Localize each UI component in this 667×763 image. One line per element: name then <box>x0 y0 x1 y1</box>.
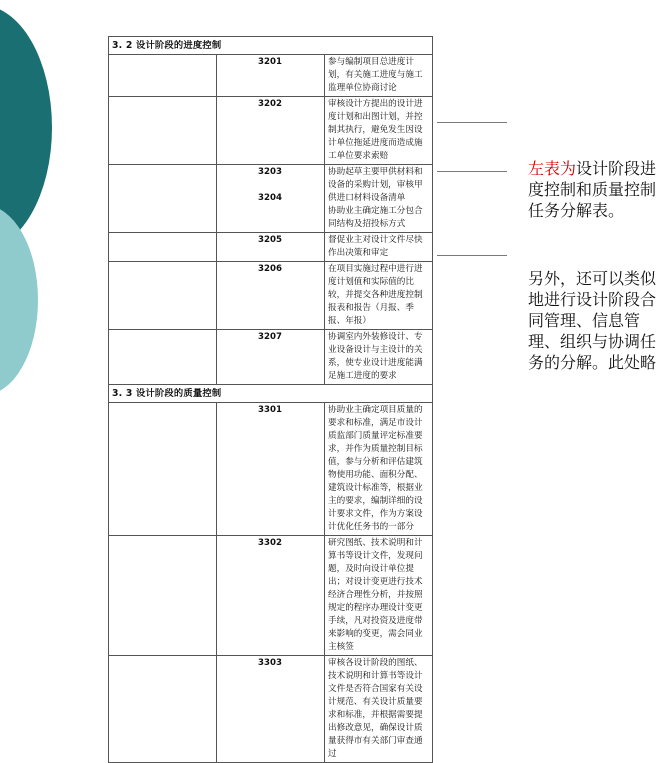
task-description: 督促业主对设计文件尽快作出决策和审定 <box>325 233 433 262</box>
task-code: 3204 <box>258 193 282 203</box>
task-code: 3205 <box>258 235 282 245</box>
task-description: 在项目实施过程中进行进度计划值和实际值的比较，并提交各种进度控制报表和报告（月报、季报、年报） <box>325 262 433 330</box>
task-code: 3203 <box>258 167 282 177</box>
decorative-circle-dark <box>0 5 52 250</box>
task-code-cell <box>217 330 325 385</box>
table-row <box>109 262 433 330</box>
task-code: 3202 <box>258 99 282 109</box>
table-row <box>109 656 433 763</box>
task-description: 审核各设计阶段的图纸、技术说明和计算书等设计文件是否符合国家有关设计规范、有关设计质量要求和标准，并根据需要提出修改意见，确保设计质量获得市有关部门审查通过 <box>325 656 433 763</box>
rule-line <box>437 122 507 123</box>
task-code-cell <box>217 262 325 330</box>
task-code: 3206 <box>258 264 282 274</box>
table-row <box>109 55 433 97</box>
task-code-cell <box>217 165 325 233</box>
table-row <box>109 403 433 536</box>
blank-cell <box>109 165 217 233</box>
blank-cell <box>109 262 217 330</box>
task-code-cell <box>217 97 325 165</box>
table-row <box>109 165 433 233</box>
task-code: 3301 <box>258 405 282 415</box>
task-code: 3207 <box>258 332 282 342</box>
rule-line <box>437 255 507 256</box>
task-code-cell <box>217 536 325 656</box>
rule-line <box>437 171 507 172</box>
task-description: 研究图纸、技术说明和计算书等设计文件，发现问题，及时向设计单位提出；对设计变更进行技术经济合理性分析，并按照规定的程序办理设计变更手续，凡对投资及进度带来影响的变更，需会同业主核签 <box>325 536 433 656</box>
task-description: 审核设计方提出的设计进度计划和出图计划，并控制其执行，避免发生因设计单位拖延进度而造成施工单位要求索赔 <box>325 97 433 165</box>
blank-cell <box>109 330 217 385</box>
task-code: 3302 <box>258 538 282 548</box>
blank-cell <box>109 656 217 763</box>
task-code-cell <box>217 403 325 536</box>
note-paragraph: 另外，还可以类似地进行设计阶段合同管理、信息管理、组织与协调任务的分解。此处略 <box>528 269 657 372</box>
task-code-cell <box>217 55 325 97</box>
task-description: 协调室内外装修设计、专业设备设计与主设计的关系，使专业设计进度能满足施工进度的要求 <box>325 330 433 385</box>
decorative-circle-light <box>0 205 38 395</box>
blank-cell <box>109 403 217 536</box>
task-description: 参与编制项目总进度计划，有关施工进度与施工监理单位协商讨论 <box>325 55 433 97</box>
blank-cell <box>109 55 217 97</box>
summary-paragraph <box>528 158 660 221</box>
table-row <box>109 233 433 262</box>
blank-cell <box>109 97 217 165</box>
section-title: 3. 3 设计阶段的质量控制 <box>109 385 433 403</box>
section-header-row <box>109 37 433 55</box>
task-description: 协助起草主要甲供材料和设备的采购计划，审核甲供进口材料设备清单 协助业主确定施工分包合同结构及招投标方式 <box>325 165 433 233</box>
table-row <box>109 536 433 656</box>
task-description: 协助业主确定项目质量的要求和标准，满足市设计质监部门质量评定标准要求，并作为质量控制目标值，参与分析和评估建筑物使用功能、面积分配、建筑设计标准等，根据业主的要求，编制详细的设计要求文件，作为方案设计优化任务书的一部分 <box>325 403 433 536</box>
task-code-cell <box>217 233 325 262</box>
section-header-row <box>109 385 433 403</box>
section-title: 3. 2 设计阶段的进度控制 <box>109 37 433 55</box>
blank-cell <box>109 536 217 656</box>
task-code: 3201 <box>258 57 282 67</box>
task-decomposition-table <box>108 36 433 763</box>
blank-cell <box>109 233 217 262</box>
task-code-cell <box>217 656 325 763</box>
table-row <box>109 330 433 385</box>
task-code: 3303 <box>258 658 282 668</box>
highlight-text: 左表为 <box>528 159 577 178</box>
table-row <box>109 97 433 165</box>
summary-text: 设计阶段进度控制和质量控制任务分解表。 <box>528 159 657 220</box>
